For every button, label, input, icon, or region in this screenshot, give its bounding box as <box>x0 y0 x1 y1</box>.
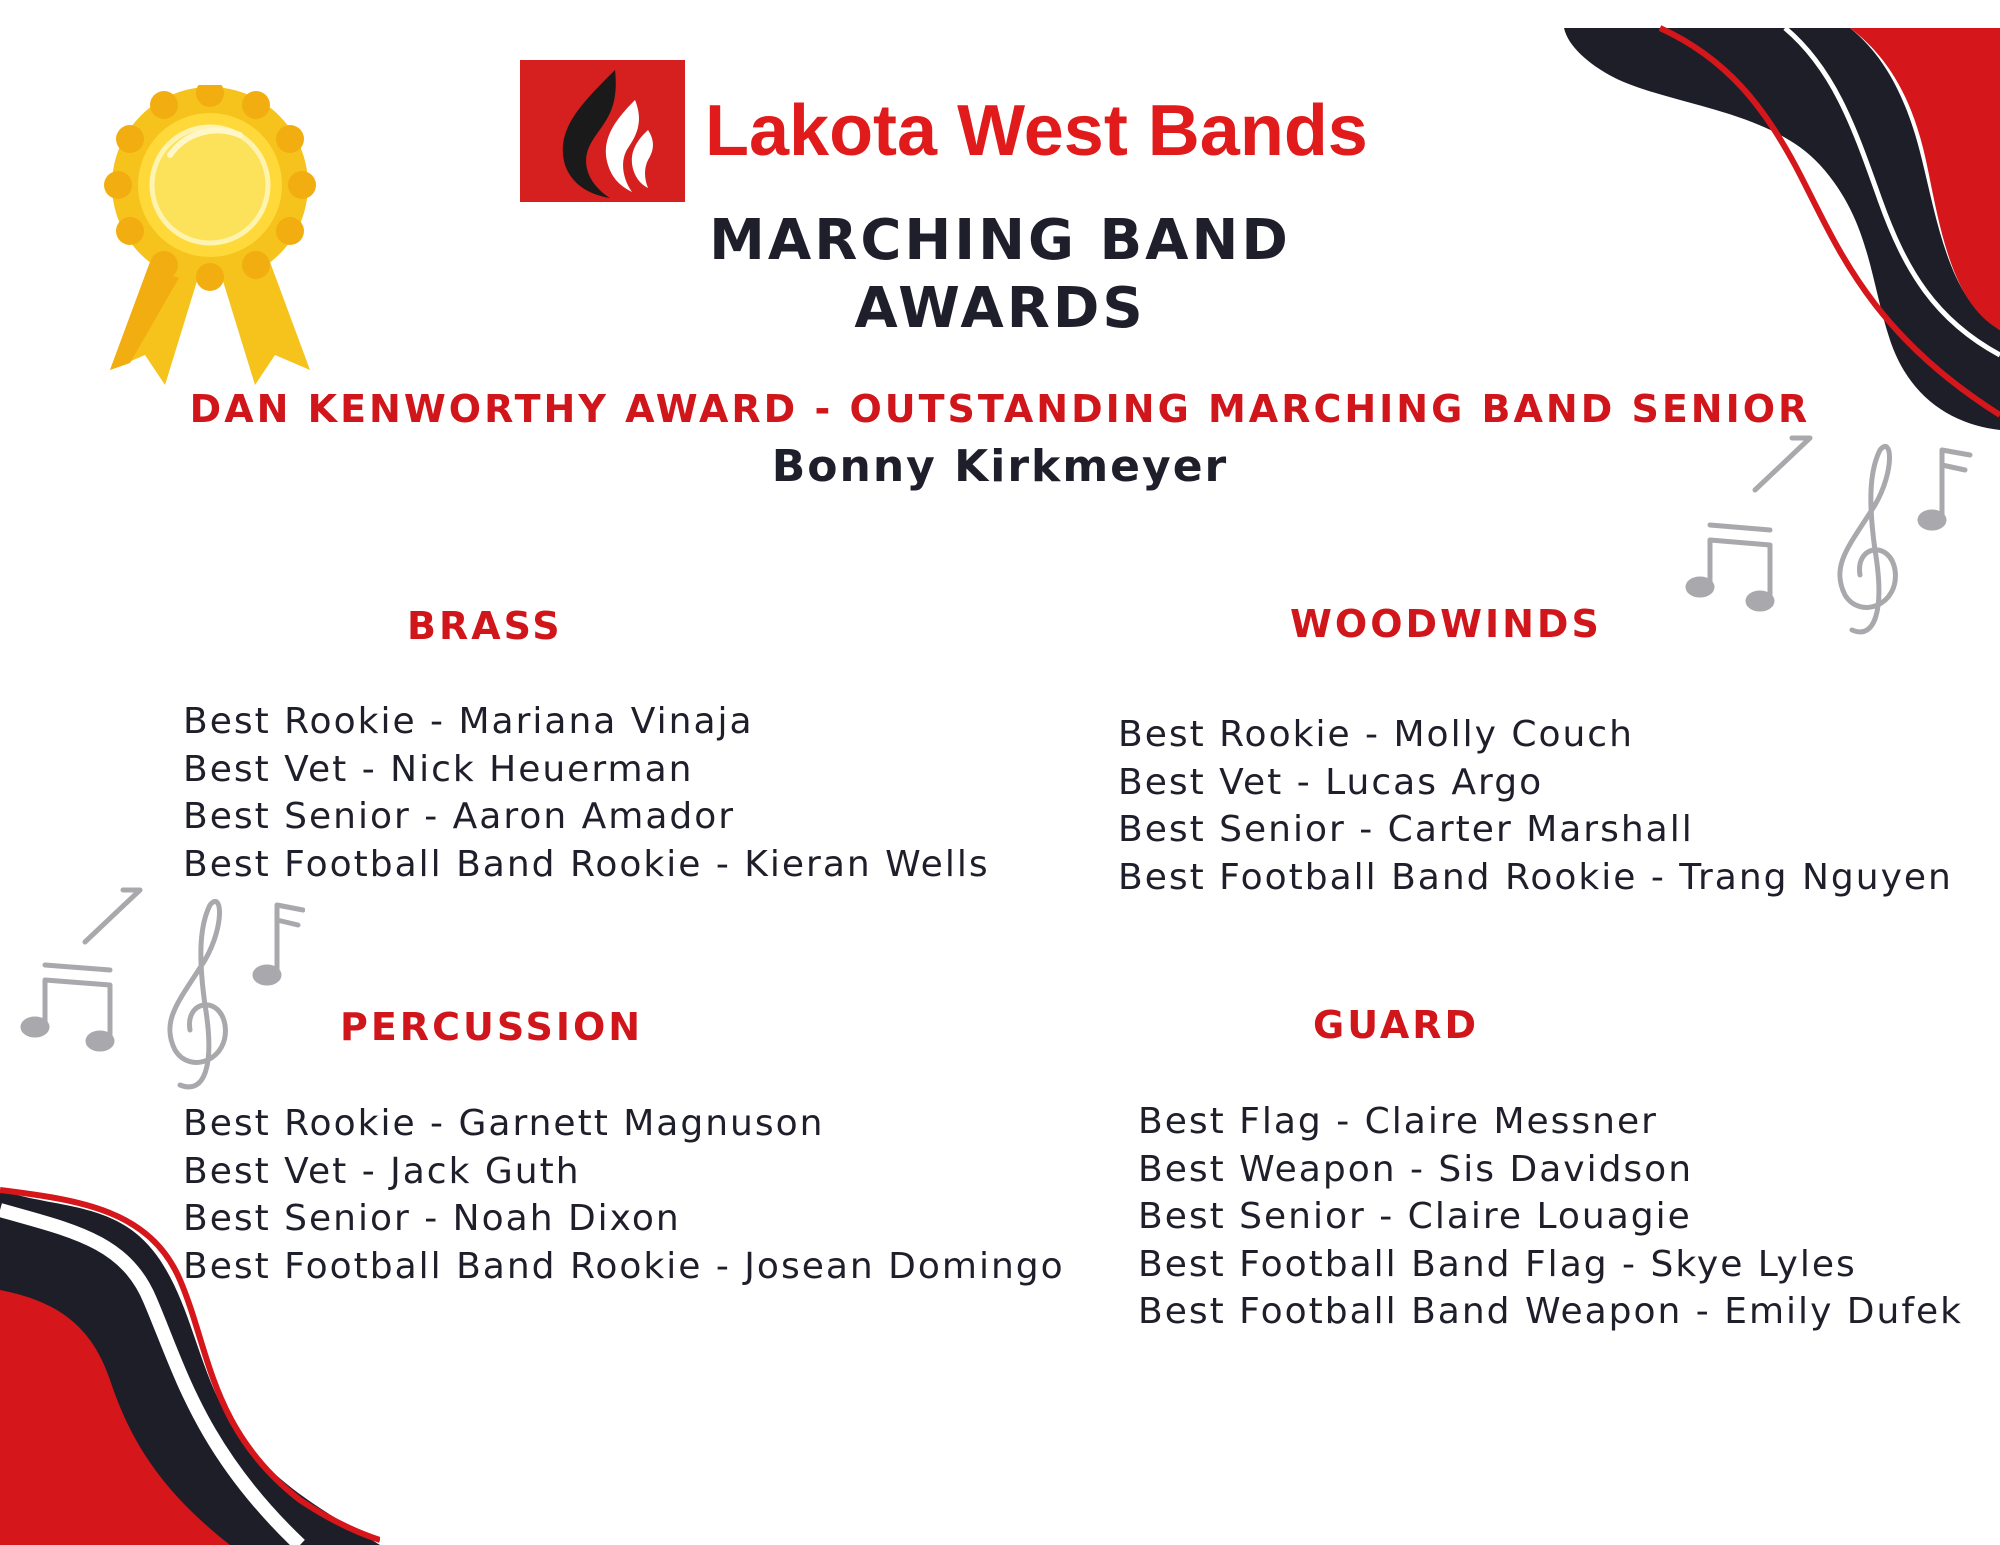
list-item: Best Football Band Rookie - Josean Domingo <box>183 1245 1065 1287</box>
list-item: Best Rookie - Garnett Magnuson <box>183 1103 825 1144</box>
list-item: Best Senior - Noah Dixon <box>183 1198 681 1239</box>
award-list-guard <box>1138 1098 1963 1336</box>
list-item: Best Vet - Jack Guth <box>183 1150 581 1192</box>
page-title-line-2: AWARDS <box>854 276 1146 341</box>
award-list-percussion <box>183 1100 1065 1290</box>
award-list-brass <box>183 698 990 888</box>
list-item: Best Rookie - Mariana Vinaja <box>183 701 754 742</box>
section-heading-guard: GUARD <box>1313 1003 1480 1047</box>
list-item: Best Football Band Rookie - Trang Nguyen <box>1118 856 1953 898</box>
band-logo <box>520 60 1368 202</box>
list-item: Best Vet - Lucas Argo <box>1118 761 1544 803</box>
list-item: Best Football Band Flag - Skye Lyles <box>1138 1243 1857 1285</box>
list-item: Best Senior - Carter Marshall <box>1118 809 1694 850</box>
featured-award-winner: Bonny Kirkmeyer <box>771 441 1229 492</box>
list-item: Best Weapon - Sis Davidson <box>1138 1148 1694 1190</box>
list-item: Best Football Band Rookie - Kieran Wells <box>183 843 990 885</box>
section-heading-brass: BRASS <box>407 604 563 648</box>
section-heading-percussion: PERCUSSION <box>340 1005 644 1049</box>
featured-award-title: DAN KENWORTHY AWARD - OUTSTANDING MARCHING BAND SENIOR <box>189 387 1811 431</box>
section-heading-woodwinds: WOODWINDS <box>1290 602 1602 646</box>
award-list-woodwinds <box>1118 711 1953 901</box>
list-item: Best Vet - Nick Heuerman <box>183 748 694 790</box>
logo-text: Lakota West Bands <box>705 91 1368 171</box>
list-item: Best Football Band Weapon - Emily Dufek <box>1138 1291 1964 1332</box>
flame-logo-icon <box>520 60 685 202</box>
list-item: Best Rookie - Molly Couch <box>1118 714 1634 755</box>
page-title-line-1: MARCHING BAND <box>709 208 1291 273</box>
list-item: Best Senior - Claire Louagie <box>1138 1196 1692 1237</box>
list-item: Best Senior - Aaron Amador <box>183 796 736 837</box>
list-item: Best Flag - Claire Messner <box>1138 1101 1658 1142</box>
music-notes-icon <box>15 880 305 1110</box>
